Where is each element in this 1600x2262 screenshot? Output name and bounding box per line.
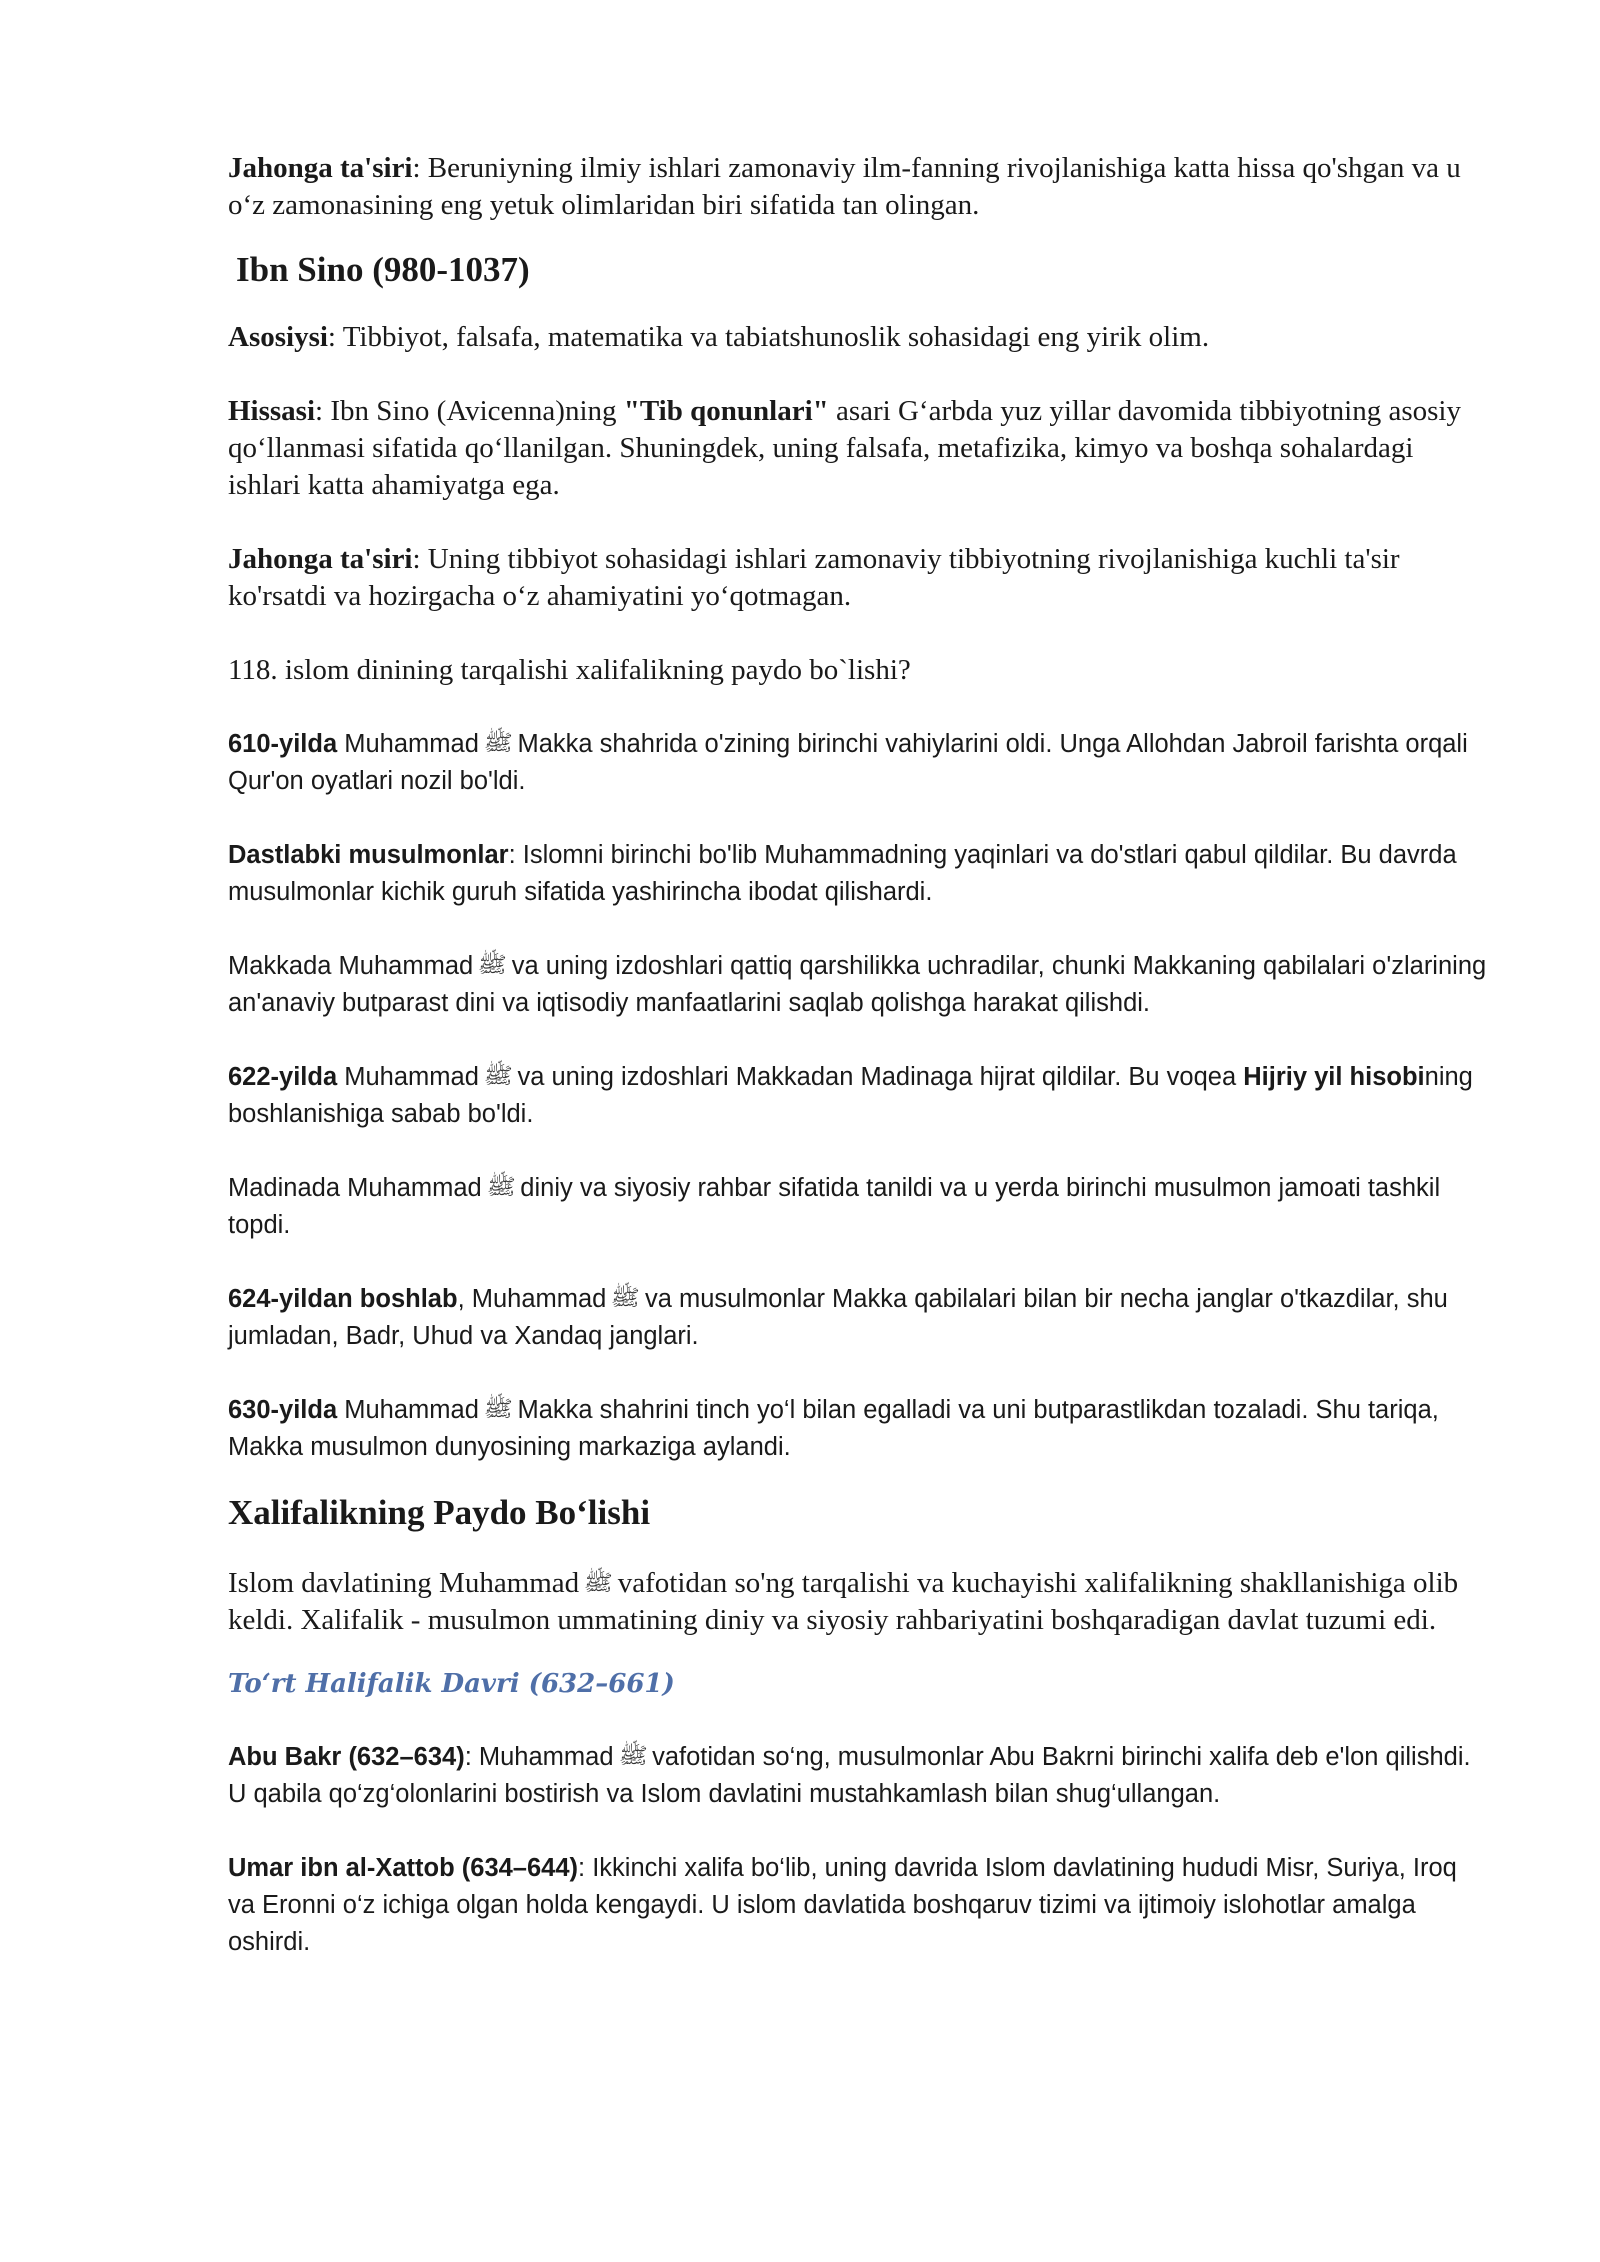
paragraph-asosiysi [228, 319, 1488, 356]
text-segment: ning boshlanishiga sabab bo'ldi. [228, 1063, 1473, 1128]
text-segment: Makka shahrini tinch yo‘l bilan egalladi va uni butparastlikdan tozaladi. Shu tariqa, Makka musulmon dunyosining markaziga aylandi. [228, 1396, 1439, 1461]
text-segment: Madinada Muhammad [228, 1174, 482, 1202]
paragraph-umar [228, 1850, 1488, 1961]
paragraph-madinada [228, 1170, 1488, 1244]
pbuh-ligature-icon: ﷺ [477, 953, 508, 978]
label-630-yilda: 630-yilda [228, 1396, 338, 1424]
label-622-yilda: 622-yilda [228, 1063, 338, 1091]
text-segment: : Ikkinchi xalifa bo‘lib, uning davrida Islom davlatining hududi Misr, Suriya, Iroq va Eronni o‘z ichiga olgan holda kengaydi. U islom davlatida boshqaruv tizimi va ijtimoiy islohotlar amalga oshirdi. [228, 1854, 1457, 1956]
text-segment: Makka shahrida o'zining birinchi vahiylarini oldi. Unga Allohdan Jabroil farishta orqali Qur'on oyatlari nozil bo'ldi. [228, 730, 1468, 795]
text-segment: vafotidan so‘ng, musulmonlar Abu Bakrni birinchi xalifa deb e'lon qilishdi. U qabila qo‘zg‘olonlarini bostirish va Islom davlatini mustahkamlash bilan shug‘ullangan. [228, 1743, 1471, 1808]
text-hissasi-1: : Ibn Sino (Avicenna)ning [315, 395, 624, 427]
label-umar: Umar ibn al-Xattob (634–644) [228, 1854, 579, 1882]
label-dastlabki-musulmonlar: Dastlabki musulmonlar [228, 841, 509, 869]
label-asosiysi: Asosiysi [228, 321, 328, 353]
text-segment: vafotidan so'ng tarqalishi va kuchayishi xalifalikning shakllanishiga olib keldi. Xalifalik - musulmon ummatining diniy va siyosiy rahbariyatini boshqaradigan davlat tuzumi edi. [228, 1567, 1459, 1636]
text-segment: Islom davlatining Muhammad [228, 1567, 580, 1599]
question-118: 118. islom dinining tarqalishi xalifalikning paydo bo`lishi? [228, 654, 911, 686]
pbuh-ligature-icon: ﷺ [583, 1571, 614, 1596]
paragraph-624-yildan [228, 1281, 1488, 1355]
paragraph-610-yilda [228, 726, 1488, 800]
subheading-tort-halifalik: To‘rt Halifalik Davri (632–661) [228, 1669, 675, 1699]
paragraph-622-yilda [228, 1059, 1488, 1133]
pbuh-ligature-icon: ﷺ [486, 1175, 516, 1200]
pbuh-ligature-icon: ﷺ [618, 1744, 648, 1769]
document-body [228, 150, 1488, 1961]
label-624-yildan-boshlab: 624-yildan boshlab [228, 1285, 458, 1313]
paragraph-jahonga-tasiri-beruniy [228, 150, 1488, 224]
pbuh-ligature-icon: ﷺ [483, 1397, 513, 1422]
paragraph-islom-davlati [228, 1565, 1488, 1639]
label-jahonga-tasiri: Jahonga ta'siri [228, 543, 413, 575]
term-hijriy-yil-hisobi: Hijriy yil hisobi [1243, 1063, 1425, 1091]
text-segment: : Muhammad [464, 1743, 614, 1771]
text-segment: va uning izdoshlari Makkadan Madinaga hijrat qildilar. Bu voqea [517, 1063, 1244, 1091]
text-segment: Muhammad [337, 730, 479, 758]
text-jahonga-tasiri: : Beruniyning ilmiy ishlari zamonaviy ilm-fanning rivojlanishiga katta hissa qo'shgan va u o‘z zamonasining eng yetuk olimlaridan biri sifatida tan olingan. [228, 152, 1461, 221]
text-segment: Muhammad [337, 1063, 479, 1091]
paragraph-dastlabki-musulmonlar [228, 837, 1488, 911]
paragraph-630-yilda [228, 1392, 1488, 1466]
text-segment: Makkada Muhammad [228, 952, 474, 980]
text-hissasi-2: asari G‘arbda yuz yillar davomida tibbiyotning asosiy qo‘llanmasi sifatida qo‘llanilgan. Shuningdek, uning falsafa, metafizika, kimyo va boshqa sohalardagi ishlari katta ahamiyatga ega. [228, 395, 1461, 501]
text-segment: va uning izdoshlari qattiq qarshilikka uchradilar, chunki Makkaning qabilalari o'zlarining an'anaviy butparast dini va iqtisodiy manfaatlarini saqlab qolishga harakat qilishdi. [228, 952, 1487, 1017]
text-jahonga-tasiri: : Uning tibbiyot sohasidagi ishlari zamonaviy tibbiyotning rivojlanishiga kuchli ta'sir ko'rsatdi va hozirgacha o‘z ahamiyatini yo‘qotmagan. [228, 543, 1400, 612]
pbuh-ligature-icon: ﷺ [483, 1064, 513, 1089]
text-segment: diniy va siyosiy rahbar sifatida tanildi va u yerda birinchi musulmon jamoati tashkil topdi. [228, 1174, 1441, 1239]
label-jahonga-tasiri: Jahonga ta'siri [228, 152, 413, 184]
paragraph-makkada [228, 948, 1488, 1022]
label-abu-bakr: Abu Bakr (632–634) [228, 1743, 465, 1771]
paragraph-abu-bakr [228, 1739, 1488, 1813]
text-segment: : Islomni birinchi bo'lib Muhammadning yaqinlari va do'stlari qabul qildilar. Bu davrda musulmonlar kichik guruh sifatida yashirincha ibodat qilishardi. [228, 841, 1457, 906]
text-segment: Muhammad [337, 1396, 479, 1424]
heading-ibn-sino: Ibn Sino (980-1037) [236, 250, 530, 289]
text-segment: va musulmonlar Makka qabilalari bilan bir necha janglar o'tkazdilar, shu jumladan, Badr, Uhud va Xandaq janglari. [228, 1285, 1448, 1350]
book-title-tib-qonunlari: "Tib qonunlari" [623, 395, 829, 427]
text-segment: , Muhammad [457, 1285, 607, 1313]
text-asosiysi: : Tibbiyot, falsafa, matematika va tabiatshunoslik sohasidagi eng yirik olim. [327, 321, 1210, 353]
paragraph-hissasi [228, 393, 1488, 504]
pbuh-ligature-icon: ﷺ [483, 731, 513, 756]
label-610-yilda: 610-yilda [228, 730, 338, 758]
paragraph-jahonga-tasiri-sino [228, 541, 1488, 615]
label-hissasi: Hissasi [228, 395, 316, 427]
heading-xalifalik: Xalifalikning Paydo Bo‘lishi [228, 1493, 651, 1532]
pbuh-ligature-icon: ﷺ [611, 1286, 641, 1311]
